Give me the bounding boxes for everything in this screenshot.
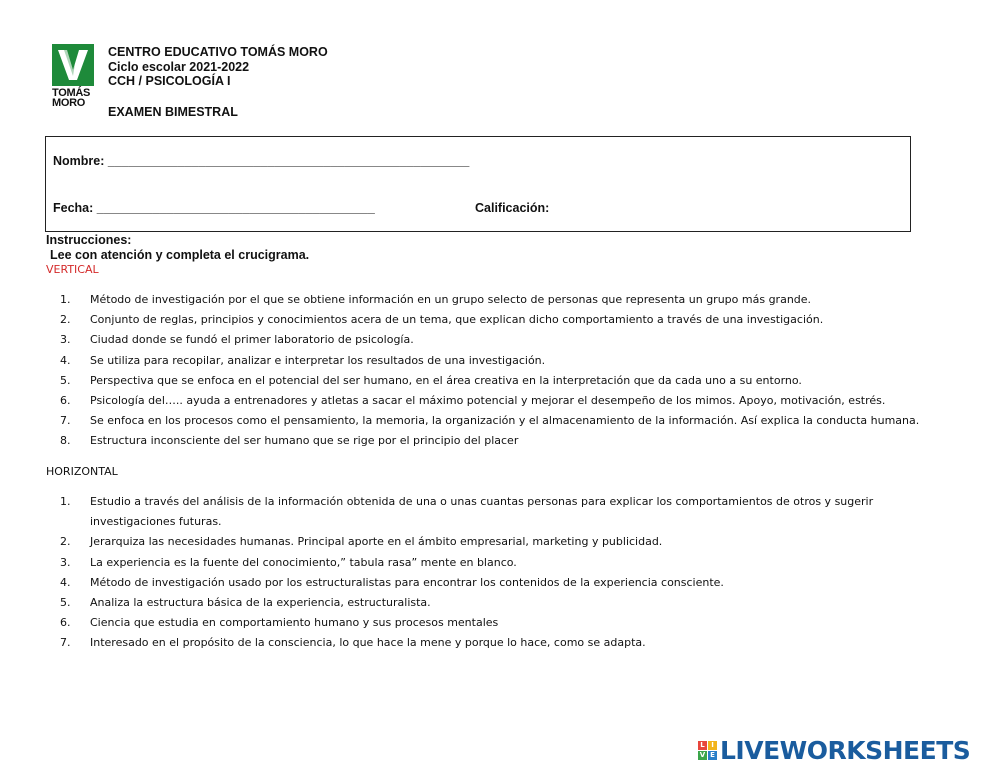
list-item — [60, 633, 940, 653]
clue-number: 2. — [60, 313, 71, 327]
clue-number: 4. — [60, 575, 71, 589]
list-item — [60, 492, 940, 532]
clue-text: Método de investigación por el que se obtiene información en un grupo selecto de personas que representa un grupo más grande. — [90, 293, 812, 306]
clue-number: 5. — [60, 596, 71, 610]
brand-cube: V — [699, 751, 706, 759]
clue-number: 4. — [60, 353, 71, 367]
course-name: CCH / PSICOLOGÍA I — [108, 74, 231, 88]
list-item — [60, 532, 940, 552]
clue-number: 3. — [60, 555, 71, 569]
clue-text: Ciencia que estudia en comportamiento humano y sus procesos mentales — [90, 616, 499, 630]
clue-number: 7. — [60, 414, 71, 428]
clue-text: Estudio a través del análisis de la información obtenida de una o unas cuantas personas para explicar los comportamientos de otros y sugerir investigaciones futuras. — [90, 495, 874, 529]
grade-label: Calificación: — [475, 201, 550, 215]
clue-text: Ciudad donde se fundó el primer laboratorio de psicología. — [90, 333, 414, 347]
clue-number: 3. — [60, 333, 71, 347]
clue-text: Interesado en el propósito de la consciencia, lo que hace la mene y porque lo hace, como se adapta. — [90, 636, 646, 650]
clue-number: 5. — [60, 373, 71, 387]
name-field[interactable]: Nombre: ____________________________________________________ — [53, 154, 470, 168]
list-item — [60, 573, 940, 593]
clue-number: 7. — [60, 636, 71, 650]
exam-title: EXAMEN BIMESTRAL — [108, 104, 238, 119]
clue-text: La experiencia es la fuente del conocimiento,” tabula rasa” mente en blanco. — [90, 555, 517, 569]
clue-number: 6. — [60, 616, 71, 630]
list-item — [60, 351, 940, 371]
list-item — [60, 391, 940, 411]
clue-number: 6. — [60, 394, 71, 408]
instructions-text: Lee con atención y completa el crucigrama. — [50, 247, 310, 262]
list-item — [60, 330, 940, 350]
logo-emblem — [52, 44, 94, 86]
logo-text-line-2: MORO — [52, 97, 86, 109]
school-logo — [52, 44, 96, 108]
clue-text: Método de investigación usado por los estructuralistas para encontrar los contenidos de la experiencia consciente. — [90, 575, 724, 589]
brand-cubes-icon — [698, 741, 717, 760]
list-item — [60, 431, 940, 451]
brand-cube: I — [708, 741, 717, 750]
school-name: CENTRO EDUCATIVO TOMÁS MORO — [108, 45, 328, 59]
clue-number: 2. — [60, 535, 71, 549]
clue-number: 8. — [60, 434, 71, 448]
instructions-title: Instrucciones: — [46, 233, 132, 247]
instructions — [46, 233, 309, 262]
clue-text: Psicología del….. ayuda a entrenadores y atletas a sacar el máximo potencial y mejorar el desempeño de los mimos. Apoyo, motivación, estrés. — [90, 394, 886, 408]
school-cycle: Ciclo escolar 2021-2022 — [108, 59, 250, 74]
brand-wordmark: LIVEWORKSHEETS — [720, 736, 971, 765]
list-item — [60, 553, 940, 573]
clue-text: Se utiliza para recopilar, analizar e interpretar los resultados de una investigación. — [90, 353, 546, 367]
clue-text: Conjunto de reglas, principios y conocimientos acera de un tema, que explican dicho comportamiento a través de una investigación. — [90, 313, 824, 327]
list-item — [60, 411, 940, 431]
liveworksheets-brand[interactable] — [698, 736, 970, 765]
vertical-clues-list — [60, 290, 940, 452]
list-item — [60, 613, 940, 633]
logo-v-icon — [52, 44, 94, 86]
list-item — [60, 371, 940, 391]
brand-cube: L — [698, 741, 707, 750]
clue-text: Se enfoca en los procesos como el pensamiento, la memoria, la organización y el almacenamiento de la información. Así explica la conducta humana. — [90, 414, 920, 428]
list-item — [60, 290, 940, 310]
document-header — [108, 45, 328, 119]
brand-cube: E — [708, 751, 717, 760]
date-field[interactable]: Fecha: ________________________________________ — [53, 201, 375, 215]
clue-number: 1. — [60, 293, 71, 306]
clue-number: 1. — [60, 495, 71, 508]
vertical-heading: VERTICAL — [46, 263, 99, 276]
list-item — [60, 310, 940, 330]
logo-wordmark — [52, 88, 96, 108]
horizontal-clues-list — [60, 492, 940, 654]
horizontal-heading: HORIZONTAL — [46, 465, 118, 478]
clue-text: Analiza la estructura básica de la experiencia, estructuralista. — [90, 596, 431, 610]
logo-text-line-1: TOMÁS — [52, 87, 91, 99]
clue-text: Jerarquiza las necesidades humanas. Principal aporte en el ámbito empresarial, marketing y publicidad. — [90, 535, 663, 549]
student-info-box — [45, 136, 911, 232]
clue-text: Perspectiva que se enfoca en el potencial del ser humano, en el área creativa en la interpretación que da cada uno a su entorno. — [90, 373, 802, 387]
list-item — [60, 593, 940, 613]
clue-text: Estructura inconsciente del ser humano que se rige por el principio del placer — [90, 434, 519, 448]
